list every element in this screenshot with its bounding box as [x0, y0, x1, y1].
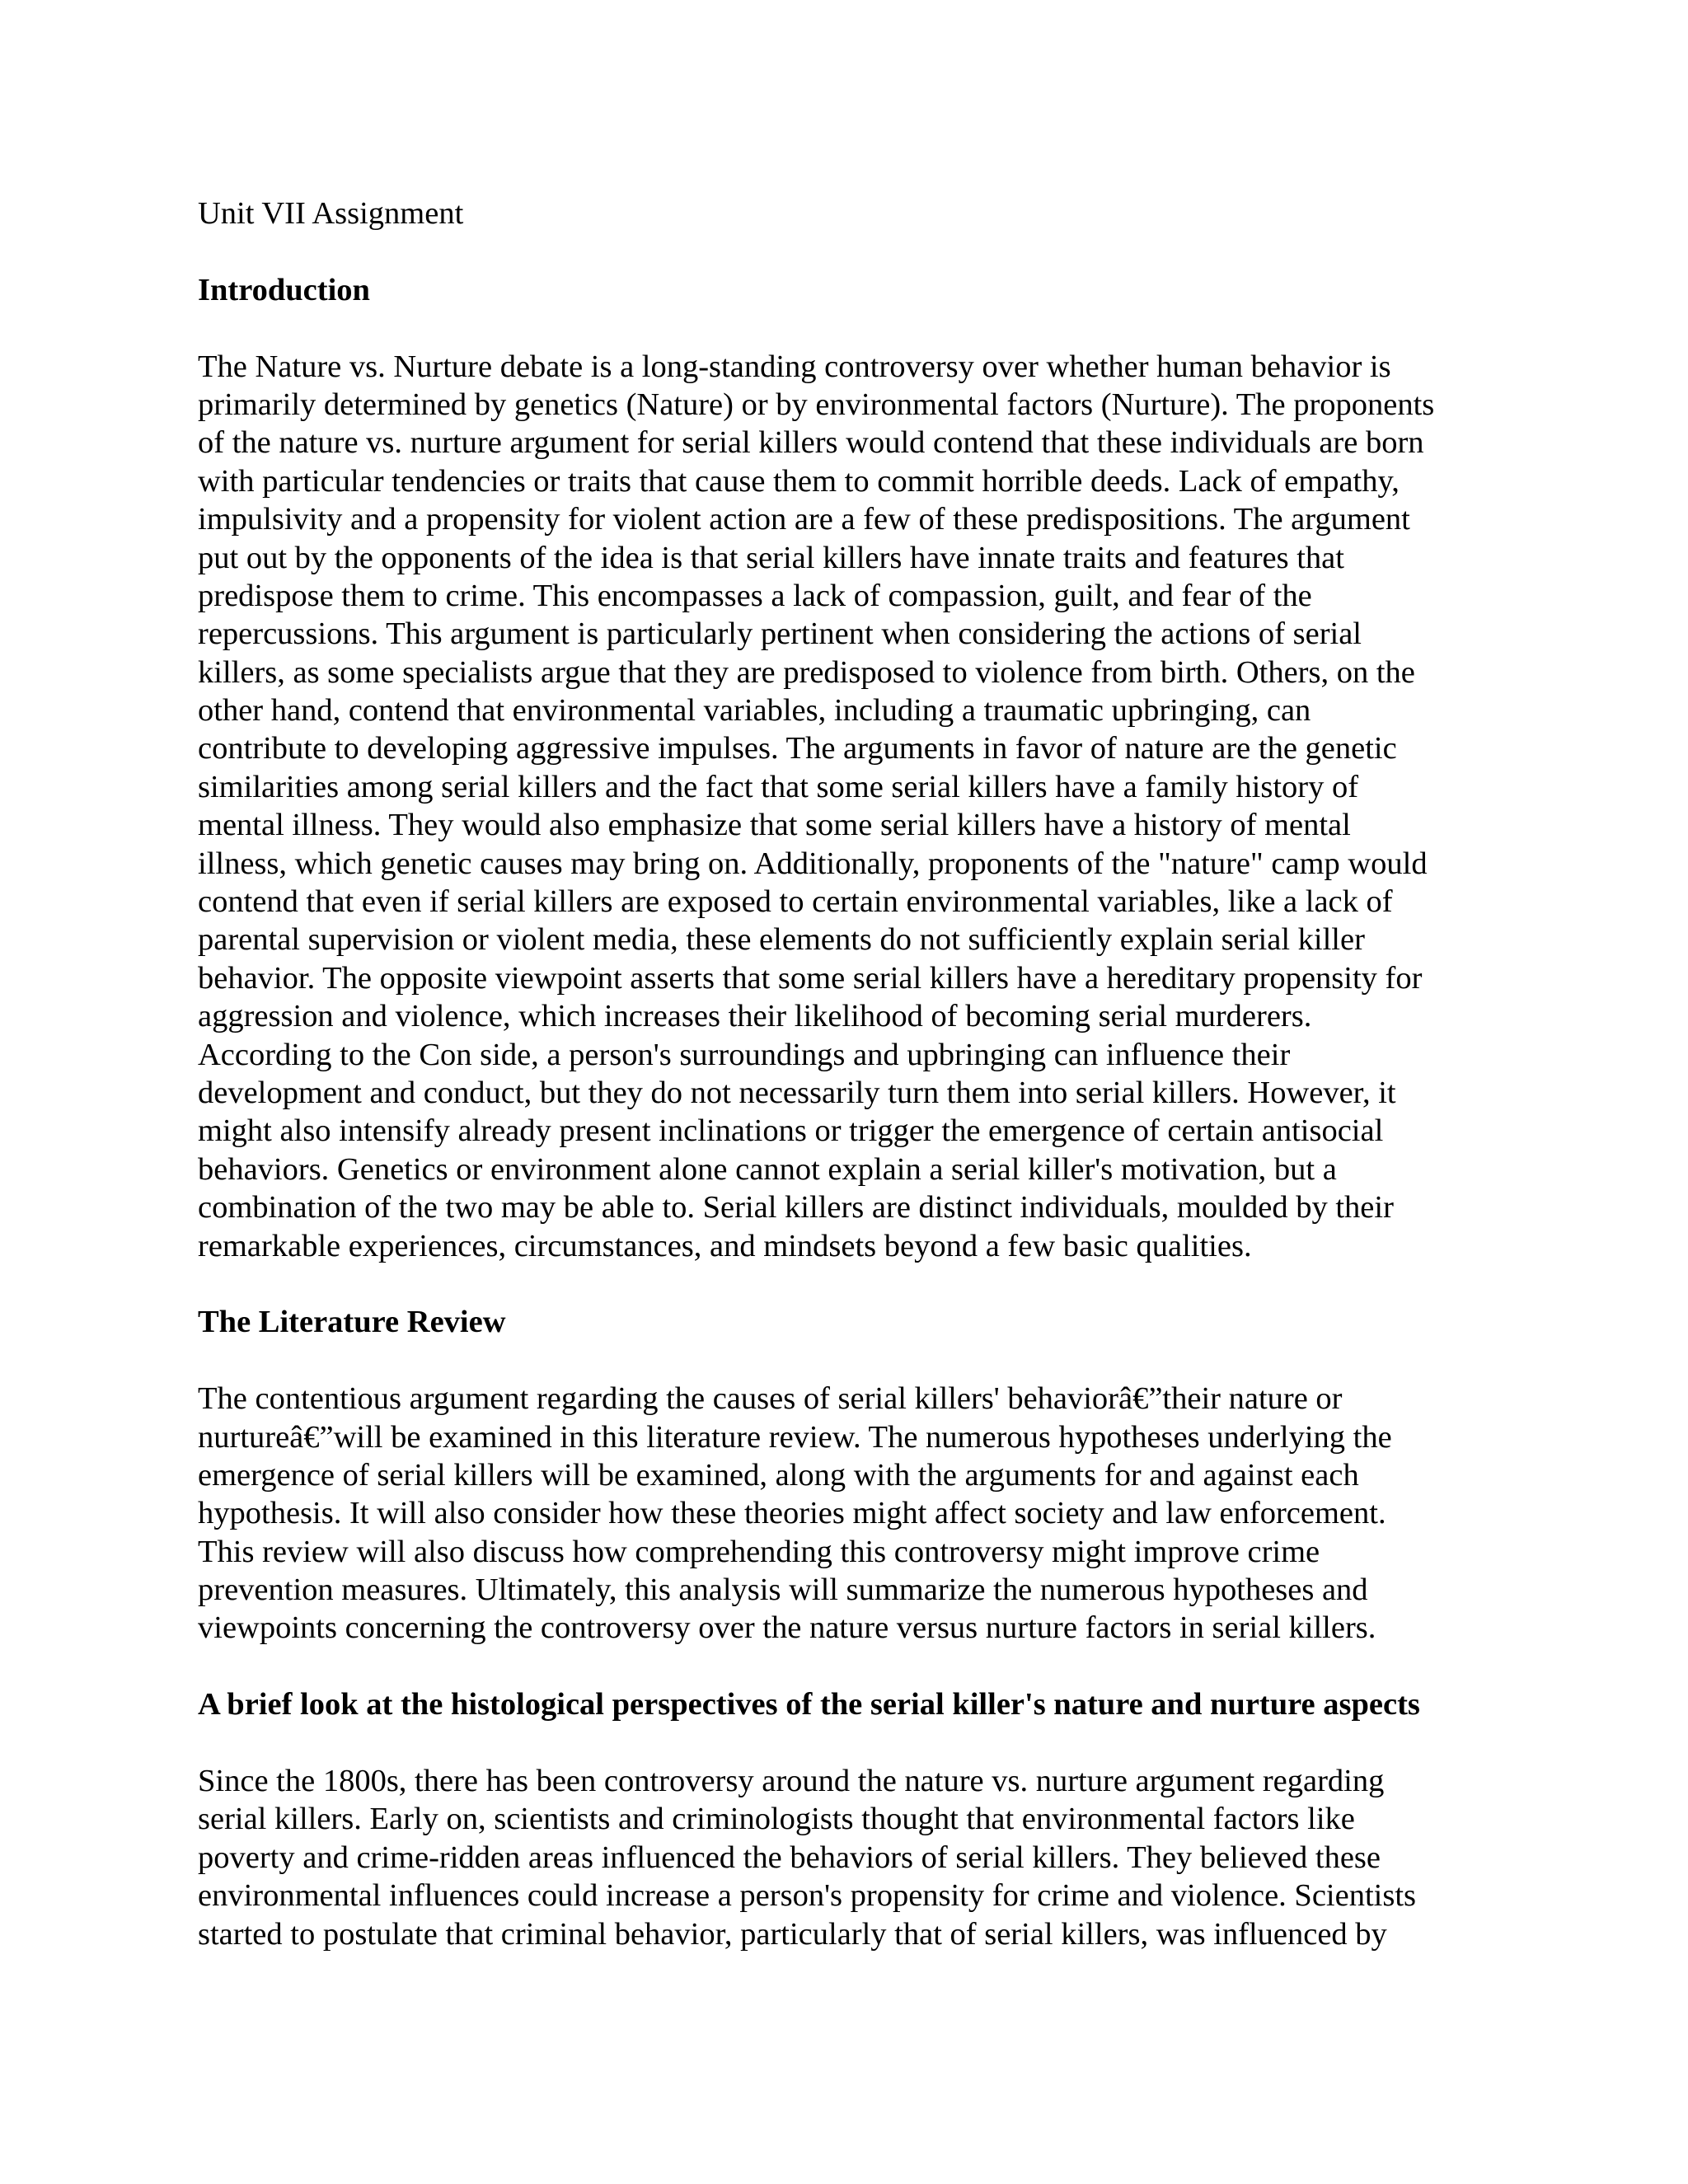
paragraph-line: started to postulate that criminal behavior, particularly that of serial killers, was influenced by	[198, 1916, 1387, 1952]
paragraph-line: predispose them to crime. This encompasses a lack of compassion, guilt, and fear of the	[198, 578, 1312, 613]
paragraph-line: emergence of serial killers will be examined, along with the arguments for and against each	[198, 1457, 1359, 1493]
paragraph-line: development and conduct, but they do not necessarily turn them into serial killers. However, it	[198, 1075, 1396, 1110]
spacer	[198, 232, 1500, 270]
paragraph-line: remarkable experiences, circumstances, and mindsets beyond a few basic qualities.	[198, 1228, 1252, 1263]
paragraph-line: contend that even if serial killers are exposed to certain environmental variables, like a lack of	[198, 884, 1393, 920]
paragraph-literature-review	[198, 1380, 1500, 1647]
paragraph-line: parental supervision or violent media, these elements do not sufficiently explain serial killer	[198, 922, 1365, 958]
spacer	[198, 1342, 1500, 1380]
paragraph-line: Since the 1800s, there has been controversy around the nature vs. nurture argument regarding	[198, 1764, 1385, 1799]
section-heading-literature-review: The Literature Review	[198, 1305, 506, 1340]
paragraph-line: aggression and violence, which increases their likelihood of becoming serial murderers.	[198, 999, 1312, 1034]
paragraph-line: put out by the opponents of the idea is that serial killers have innate traits and features that	[198, 540, 1344, 575]
paragraph-line: poverty and crime-ridden areas influenced the behaviors of serial killers. They believed these	[198, 1840, 1381, 1875]
paragraph-line: behavior. The opposite viewpoint asserts that some serial killers have a hereditary propensity for	[198, 960, 1423, 996]
paragraph-line: The Nature vs. Nurture debate is a long-standing controversy over whether human behavior is	[198, 349, 1391, 384]
spacer	[198, 1647, 1500, 1685]
paragraph-line: viewpoints concerning the controversy over the nature versus nurture factors in serial killers.	[198, 1610, 1376, 1646]
paragraph-line: primarily determined by genetics (Nature) or by environmental factors (Nurture). The proponents	[198, 387, 1435, 422]
paragraph-line: The contentious argument regarding the causes of serial killers' behaviorâ€”their nature or	[198, 1381, 1343, 1417]
paragraph-line: hypothesis. It will also consider how these theories might affect society and law enforcement.	[198, 1496, 1386, 1531]
spacer	[198, 309, 1500, 347]
section-heading-introduction: Introduction	[198, 272, 370, 307]
paragraph-line: According to the Con side, a person's surroundings and upbringing can influence their	[198, 1037, 1291, 1072]
paragraph-line: of the nature vs. nurture argument for serial killers would contend that these individuals are born	[198, 425, 1424, 461]
paragraph-line: killers, as some specialists argue that they are predisposed to violence from birth. Others, on the	[198, 654, 1415, 690]
section-heading-histological-perspectives: A brief look at the histological perspectives of the serial killer's nature and nurture aspects	[198, 1687, 1420, 1722]
paragraph-line: impulsivity and a propensity for violent action are a few of these predispositions. The argument	[198, 502, 1410, 537]
paragraph-line: combination of the two may be able to. Serial killers are distinct individuals, moulded by their	[198, 1190, 1394, 1226]
paragraph-line: contribute to developing aggressive impulses. The arguments in favor of nature are the genetic	[198, 731, 1397, 766]
paragraph-line: might also intensify already present inclinations or trigger the emergence of certain antisocial	[198, 1113, 1384, 1149]
paragraph-line: prevention measures. Ultimately, this analysis will summarize the numerous hypotheses and	[198, 1572, 1368, 1608]
paragraph-line: illness, which genetic causes may bring on. Additionally, proponents of the "nature" camp would	[198, 846, 1428, 881]
paragraph-line: repercussions. This argument is particularly pertinent when considering the actions of serial	[198, 616, 1362, 652]
paragraph-introduction	[198, 348, 1500, 1265]
paragraph-line: mental illness. They would also emphasize that some serial killers have a history of mental	[198, 808, 1351, 843]
document-page	[198, 194, 1500, 1953]
paragraph-histological-perspectives	[198, 1762, 1500, 1953]
paragraph-line: with particular tendencies or traits that cause them to commit horrible deeds. Lack of empathy,	[198, 463, 1400, 499]
spacer	[198, 1265, 1500, 1303]
spacer	[198, 1724, 1500, 1762]
paragraph-line: behaviors. Genetics or environment alone cannot explain a serial killer's motivation, but a	[198, 1151, 1337, 1187]
document-title: Unit VII Assignment	[198, 196, 464, 231]
paragraph-line: other hand, contend that environmental variables, including a traumatic upbringing, can	[198, 693, 1311, 729]
paragraph-line: similarities among serial killers and the fact that some serial killers have a family history of	[198, 769, 1359, 804]
paragraph-line: environmental influences could increase a person's propensity for crime and violence. Scientists	[198, 1878, 1417, 1914]
paragraph-line: nurtureâ€”will be examined in this literature review. The numerous hypotheses underlying the	[198, 1419, 1392, 1455]
paragraph-line: This review will also discuss how comprehending this controversy might improve crime	[198, 1534, 1320, 1569]
paragraph-line: serial killers. Early on, scientists and criminologists thought that environmental factors like	[198, 1802, 1355, 1837]
